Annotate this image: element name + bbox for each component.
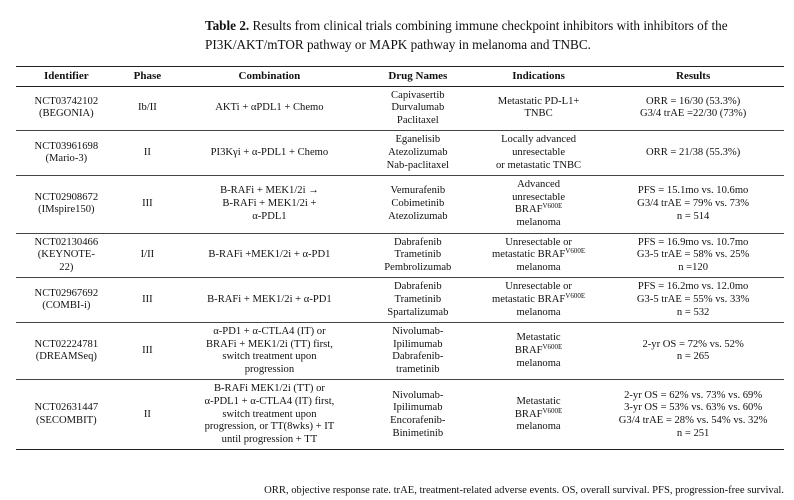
table-row (16, 278, 784, 323)
cell-combination (178, 323, 361, 380)
cell-line: progression (244, 363, 295, 375)
cell-results (602, 380, 784, 450)
cell-line: melanoma (516, 216, 561, 228)
cell-line: NCT02967692 (34, 287, 99, 299)
cell-line: Nab-paclitaxel (386, 159, 449, 171)
cell-line: Dabrafenib- (392, 351, 444, 363)
cell-line: TNBC (524, 108, 553, 120)
header-identifier: Identifier (16, 67, 117, 87)
cell-line: Atezolizumab (388, 146, 448, 158)
cell-line: I/II (140, 249, 155, 261)
table-row (16, 131, 784, 176)
cell-line: II (143, 146, 151, 158)
cell-indications (475, 176, 602, 233)
cell-identifier (16, 86, 117, 131)
table-row (16, 233, 784, 278)
cell-line: $BRAF^{V600E}$ (514, 202, 563, 216)
cell-line: III (142, 198, 153, 210)
cell-line: metastatic $BRAF^{V600E}$ (492, 247, 586, 261)
cell-line: Durvalumab (391, 102, 445, 114)
cell-line: G3-5 trAE = 55% vs. 33% (636, 293, 750, 305)
cell-combination (178, 233, 361, 278)
cell-line: PI3Kγi + α-PDL1 + Chemo (210, 146, 329, 158)
header-results: Results (602, 67, 784, 87)
cell-line: Metastatic (516, 396, 561, 408)
cell-line: NCT02908672 (34, 191, 99, 203)
cell-line: Unresectable or (505, 236, 572, 248)
table-row (16, 176, 784, 233)
cell-line: G3/4 trAE =22/30 (73%) (639, 108, 747, 120)
table-header-row (16, 67, 784, 87)
cell-indications (475, 86, 602, 131)
cell-identifier (16, 380, 117, 450)
cell-line: n = 514 (676, 210, 710, 222)
cell-line: switch treatment upon (222, 408, 317, 420)
cell-line: Cobimetinib (391, 198, 445, 210)
cell-line: 22) (59, 261, 74, 273)
cell-line: B-RAFi + MEK1/2i → (220, 185, 319, 197)
cell-line: melanoma (516, 261, 561, 273)
cell-line: Eganelisib (395, 134, 441, 146)
cell-line: $BRAF^{V600E}$ (514, 342, 563, 356)
cell-line: Spartalizumab (387, 306, 449, 318)
cell-results (602, 323, 784, 380)
cell-line: unresectable (512, 191, 566, 203)
cell-drug-names (361, 86, 475, 131)
clinical-trials-table (16, 66, 784, 450)
table-row (16, 380, 784, 450)
cell-line: Trametinib (394, 293, 442, 305)
mutation-superscript: V600E (542, 202, 563, 211)
cell-line: ORR = 16/30 (53.3%) (646, 95, 741, 107)
cell-indications (475, 323, 602, 380)
cell-identifier (16, 233, 117, 278)
cell-results (602, 176, 784, 233)
cell-combination (178, 176, 361, 233)
cell-indications (475, 233, 602, 278)
cell-phase (117, 278, 178, 323)
cell-line: (SECOMBIT) (36, 414, 97, 426)
cell-line: (DREAMSeq) (35, 351, 97, 363)
cell-phase (117, 233, 178, 278)
cell-combination (178, 86, 361, 131)
table-row (16, 323, 784, 380)
cell-drug-names (361, 323, 475, 380)
cell-line: 3-yr OS = 53% vs. 63% vs. 60% (624, 402, 763, 414)
cell-line: III (142, 293, 153, 305)
cell-line: Unresectable or (505, 281, 572, 293)
cell-line: α-PD1 + α-CTLA4 (IT) or (213, 326, 326, 338)
cell-line: (IMspire150) (38, 204, 95, 216)
cell-identifier (16, 176, 117, 233)
cell-line: NCT03961698 (34, 140, 99, 152)
cell-line: unresectable (512, 146, 566, 158)
cell-combination (178, 278, 361, 323)
cell-line: n = 251 (676, 427, 710, 439)
cell-indications (475, 131, 602, 176)
cell-line: Advanced (517, 179, 561, 191)
cell-line: G3-5 trAE = 58% vs. 25% (636, 249, 750, 261)
cell-combination (178, 131, 361, 176)
cell-line: (KEYNOTE- (37, 249, 95, 261)
cell-line: (BEGONIA) (38, 108, 94, 120)
cell-line: Nivolumab- (392, 326, 444, 338)
cell-phase (117, 131, 178, 176)
cell-line: III (142, 344, 153, 356)
cell-drug-names (361, 278, 475, 323)
cell-identifier (16, 278, 117, 323)
cell-phase (117, 176, 178, 233)
cell-line: B-RAFi + MEK1/2i + α-PD1 (207, 293, 332, 305)
cell-line: NCT02631447 (34, 402, 99, 414)
cell-line: Locally advanced (501, 134, 577, 146)
cell-line: Binimetinib (392, 427, 444, 439)
cell-line: NCT03742102 (34, 95, 99, 107)
cell-line: Trametinib (394, 249, 442, 261)
cell-line: Paclitaxel (396, 114, 439, 126)
cell-drug-names (361, 233, 475, 278)
cell-indications (475, 278, 602, 323)
cell-line: $BRAF^{V600E}$ (514, 406, 563, 420)
cell-line: or metastatic TNBC (496, 159, 582, 171)
cell-line: Dabrafenib (393, 236, 442, 248)
cell-line: 2-yr OS = 62% vs. 73% vs. 69% (624, 389, 763, 401)
cell-line: G3/4 trAE = 28% vs. 54% vs. 32% (618, 414, 768, 426)
cell-line: melanoma (516, 421, 561, 433)
cell-line: Dabrafenib (393, 281, 442, 293)
cell-line: Vemurafenib (390, 185, 446, 197)
cell-line: Metastatic (516, 332, 561, 344)
cell-combination (178, 380, 361, 450)
cell-indications (475, 380, 602, 450)
cell-line: B-RAFi +MEK1/2i + α-PD1 (208, 249, 331, 261)
cell-line: Nivolumab- (392, 389, 444, 401)
header-combination: Combination (178, 67, 361, 87)
cell-line: G3/4 trAE = 79% vs. 73% (637, 198, 750, 210)
cell-line: AKTi + αPDL1 + Chemo (215, 102, 324, 114)
cell-line: until progression + TT (221, 433, 318, 445)
cell-line: melanoma (516, 357, 561, 369)
cell-line: Atezolizumab (388, 210, 448, 222)
header-phase: Phase (117, 67, 178, 87)
cell-line: switch treatment upon (222, 351, 317, 363)
cell-line: BRAFi + MEK1/2i (TT) first, (205, 338, 333, 350)
cell-line: trametinib (396, 363, 440, 375)
cell-results (602, 233, 784, 278)
cell-line: melanoma (516, 306, 561, 318)
cell-line: II (143, 408, 151, 420)
cell-identifier (16, 131, 117, 176)
cell-line: Capivasertib (391, 89, 445, 101)
cell-drug-names (361, 131, 475, 176)
table-row (16, 86, 784, 131)
cell-line: α-PDL1 + α-CTLA4 (IT) first, (204, 396, 335, 408)
mutation-superscript: V600E (565, 247, 586, 256)
table-caption-label: Table 2. (205, 18, 250, 33)
cell-line: metastatic $BRAF^{V600E}$ (492, 291, 586, 305)
cell-line: B-RAFi + MEK1/2i + (222, 198, 317, 210)
cell-line: Ipilimumab (393, 338, 443, 350)
cell-drug-names (361, 176, 475, 233)
cell-results (602, 278, 784, 323)
mutation-superscript: V600E (542, 406, 563, 415)
cell-results (602, 131, 784, 176)
mutation-superscript: V600E (565, 291, 586, 300)
header-drug-names: Drug Names (361, 67, 475, 87)
cell-line: (Mario-3) (45, 153, 88, 165)
cell-line: 2-yr OS = 72% vs. 52% (642, 338, 744, 350)
table-caption (205, 16, 785, 54)
cell-line: progression, or TT(8wks) + IT (204, 421, 335, 433)
header-indications: Indications (475, 67, 602, 87)
cell-line: Ipilimumab (393, 402, 443, 414)
cell-line: n = 532 (676, 306, 710, 318)
mutation-superscript: V600E (542, 342, 563, 351)
table-footnote: ORR, objective response rate. trAE, treatment-related adverse events. OS, overall survival. PFS, progression-free survival. (264, 485, 784, 496)
cell-line: B-RAFi MEK1/2i (TT) or (213, 383, 325, 395)
cell-line: Pembrolizumab (384, 261, 452, 273)
cell-line: Encorafenib- (390, 414, 446, 426)
cell-line: PFS = 16.9mo vs. 10.7mo (637, 236, 749, 248)
cell-line: PFS = 16.2mo vs. 12.0mo (637, 281, 749, 293)
cell-phase (117, 86, 178, 131)
cell-line: NCT02224781 (34, 338, 99, 350)
cell-drug-names (361, 380, 475, 450)
cell-identifier (16, 323, 117, 380)
cell-line: NCT02130466 (34, 236, 99, 248)
cell-results (602, 86, 784, 131)
cell-line: Ib/II (137, 102, 157, 114)
cell-line: PFS = 15.1mo vs. 10.6mo (637, 185, 749, 197)
table-header (16, 67, 784, 87)
cell-phase (117, 323, 178, 380)
cell-line: α-PDL1 (252, 210, 287, 222)
cell-line: n = 265 (676, 351, 710, 363)
cell-phase (117, 380, 178, 450)
cell-line: Metastatic PD-L1+ (497, 95, 580, 107)
cell-line: n =120 (678, 261, 709, 273)
cell-line: ORR = 21/38 (55.3%) (646, 146, 741, 158)
cell-line: (COMBI-i) (42, 300, 91, 312)
table-caption-text: Results from clinical trials combining immune checkpoint inhibitors with inhibitors of the PI3K/AKT/mTOR pathway or MAPK pathway in melanoma and TNBC. (205, 18, 728, 52)
table-body (16, 86, 784, 450)
